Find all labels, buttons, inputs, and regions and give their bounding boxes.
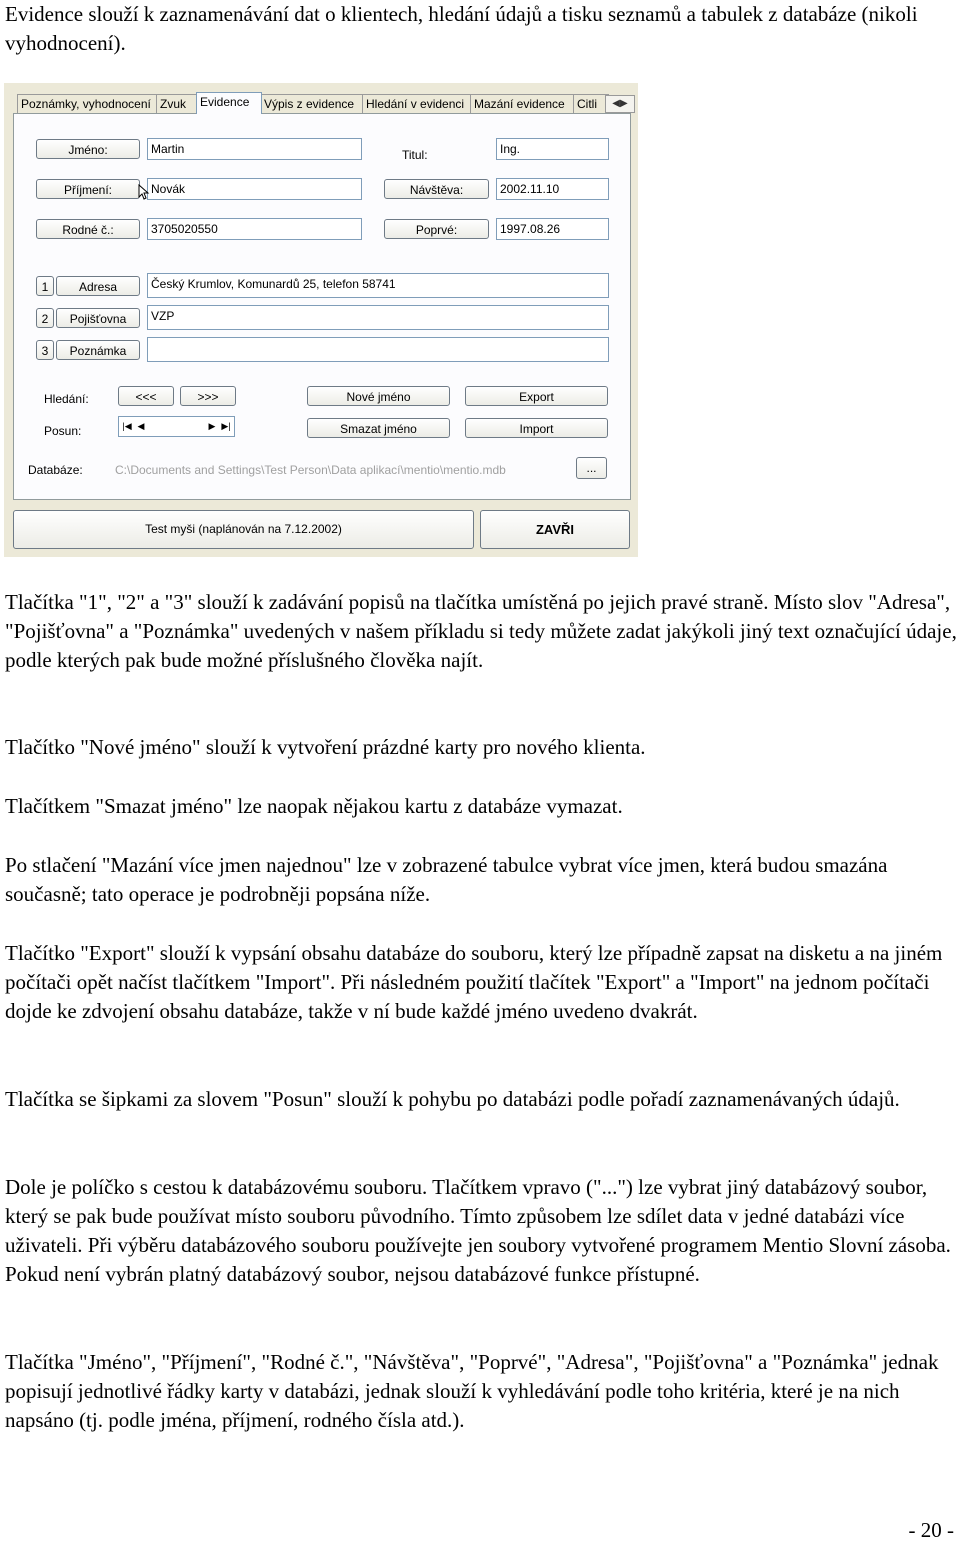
paragraph-mazani: Po stlačení "Mazání více jmen najednou" lze v zobrazené tabulce vybrat více jmen, která budou smazána současně; tato operace je podrobněji popsána níže.	[5, 853, 888, 906]
poprve-button[interactable]: Poprvé:	[384, 219, 489, 239]
prijmeni-field[interactable]: Novák	[147, 178, 362, 200]
hledani-label: Hledání:	[44, 392, 89, 406]
mouse-cursor-icon	[138, 184, 150, 200]
adresa-button[interactable]: Adresa	[56, 276, 140, 296]
record-navigator	[118, 416, 235, 437]
chevron-left-icon[interactable]: ◀	[612, 98, 620, 109]
export-button[interactable]: Export	[465, 386, 608, 406]
tab-mazani[interactable]: Mazání evidence	[470, 94, 578, 113]
smazat-jmeno-button[interactable]: Smazat jméno	[307, 418, 450, 438]
row3-label-button[interactable]: 3	[36, 340, 54, 360]
tab-poznamky[interactable]: Poznámky, vyhodnocení	[17, 94, 158, 113]
row2-label-button[interactable]: 2	[36, 308, 54, 328]
prijmeni-button[interactable]: Příjmení:	[36, 179, 140, 199]
titul-label: Titul:	[402, 148, 428, 162]
paragraph-posun: Tlačítka se šipkami za slovem "Posun" slouží k pohybu po databázi podle pořadí zaznamenávaných údajů.	[5, 1087, 900, 1111]
paragraph-smazat-jmeno: Tlačítkem "Smazat jméno" lze naopak nějakou kartu z databáze vymazat.	[5, 794, 623, 818]
paragraph-export-import: Tlačítko "Export" slouží k vypsání obsahu databáze do souboru, který lze případně zapsat na disketu a na jiném počítači opět načíst tlačítkem "Import". Při následném použití tlačítek "Export" a "Import" na jednom počítači dojde ke zdvojení obsahu databáze, takže v ní bude každé jméno uvedeno dvakrát.	[5, 941, 943, 1023]
pojistovna-button[interactable]: Pojišťovna	[56, 308, 140, 328]
paragraph-nove-jmeno: Tlačítko "Nové jméno" slouží k vytvoření prázdné karty pro nového klienta.	[5, 735, 646, 759]
page-number: - 20 -	[908, 1518, 954, 1542]
next-record-icon[interactable]: ▶	[208, 421, 216, 431]
pojistovna-field[interactable]: VZP	[147, 305, 609, 330]
rodne-cislo-field[interactable]: 3705020550	[147, 218, 362, 240]
zavri-button[interactable]: ZAVŘI	[480, 510, 630, 549]
tab-citli[interactable]: Citli	[573, 94, 609, 113]
database-path: C:\Documents and Settings\Test Person\Data aplikací\mentio\mentio.mdb	[115, 463, 506, 477]
tab-zvuk[interactable]: Zvuk	[156, 94, 198, 113]
first-record-icon[interactable]: |◀	[122, 421, 132, 431]
import-button[interactable]: Import	[465, 418, 608, 438]
browse-button[interactable]: ...	[576, 457, 607, 479]
test-mysi-button[interactable]: Test myši (naplánován na 7.12.2002)	[13, 510, 474, 549]
jmeno-field[interactable]: Martin	[147, 138, 362, 160]
paragraph-databaze: Dole je políčko s cestou k databázovému souboru. Tlačítkem vpravo ("...") lze vybrat jiný databázový soubor, který se pak bude používat místo souboru původního. Tímto způsobem lze sdílet data v jedné databázi více uživateli. Při výběru databázového souboru používejte jen soubory vytvořené programem Mentio Slovní zásoba. Pokud není vybrán platný databázový soubor, nejsou databázové funkce přístupné.	[5, 1175, 951, 1286]
tab-bar	[7, 92, 633, 114]
paragraph-tlacitka: Tlačítka "Jméno", "Příjmení", "Rodné č.", "Návštěva", "Poprvé", "Adresa", "Pojišťovna" a "Poznámka" jednak popisují jednotlivé řádky karty v databázi, jednak slouží k vyhledávání podle toho kritéria, které je na nich napsáno (tj. podle jména, příjmení, rodného čísla atd.).	[5, 1350, 939, 1432]
tab-scroll-arrows[interactable]	[605, 95, 635, 113]
tab-hledani[interactable]: Hledání v evidenci	[362, 94, 473, 113]
chevron-right-icon[interactable]: ▶	[620, 98, 628, 109]
tab-evidence[interactable]: Evidence	[196, 92, 262, 114]
nove-jmeno-button[interactable]: Nové jméno	[307, 386, 450, 406]
poznamka-field[interactable]	[147, 337, 609, 362]
evidence-panel	[13, 113, 631, 500]
paragraph-custom-labels: Tlačítka "1", "2" a "3" slouží k zadávání popisů na tlačítka umístěná po jejich pravé straně. Místo slov "Adresa", "Pojišťovna" a "Poznámka" uvedených v našem příkladu si tedy můžete zadat jakýkoli jiný text označující údaje, podle kterých pak bude možné příslušného člověka najít.	[5, 590, 957, 672]
app-screenshot	[4, 83, 638, 557]
poznamka-button[interactable]: Poznámka	[56, 340, 140, 360]
last-record-icon[interactable]: ▶|	[221, 421, 231, 431]
navsteva-button[interactable]: Návštěva:	[384, 179, 489, 199]
databaze-label: Databáze:	[28, 463, 83, 477]
titul-field[interactable]: Ing.	[496, 138, 609, 160]
intro-paragraph: Evidence slouží k zaznamenávání dat o klientech, hledání údajů a tisku seznamů a tabulek z databáze (nikoli vyhodnocení).	[5, 2, 918, 55]
row1-label-button[interactable]: 1	[36, 276, 54, 296]
poprve-field[interactable]: 1997.08.26	[496, 218, 609, 240]
adresa-field[interactable]: Český Krumlov, Komunardů 25, telefon 58741	[147, 273, 609, 298]
jmeno-button[interactable]: Jméno:	[36, 139, 140, 159]
rodne-cislo-button[interactable]: Rodné č.:	[36, 219, 140, 239]
posun-label: Posun:	[44, 424, 82, 438]
tab-vypis[interactable]: Výpis z evidence	[260, 94, 365, 113]
search-next-button[interactable]: >>>	[180, 386, 236, 406]
navsteva-field[interactable]: 2002.11.10	[496, 178, 609, 200]
prev-record-icon[interactable]: ◀	[137, 421, 145, 431]
search-prev-button[interactable]: <<<	[118, 386, 174, 406]
